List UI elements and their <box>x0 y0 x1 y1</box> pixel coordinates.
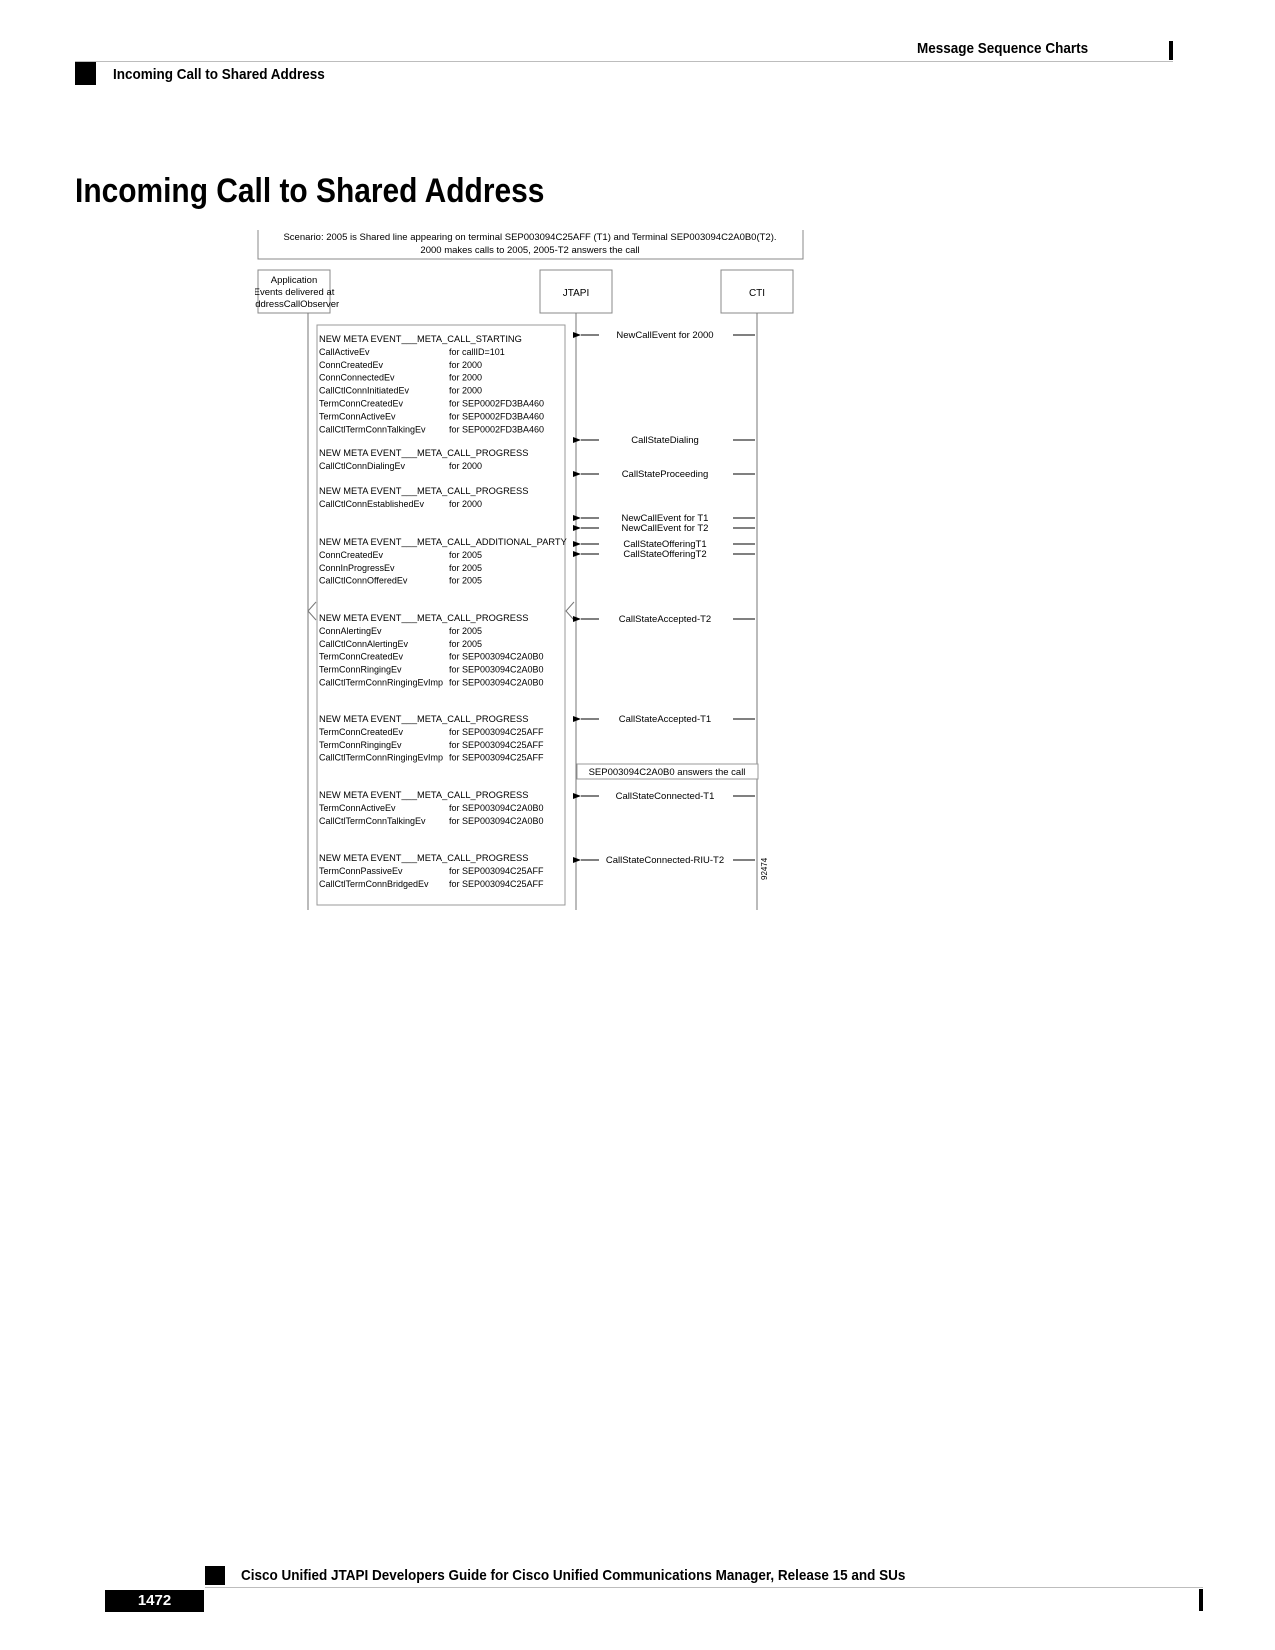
event-name: ConnAlertingEv <box>319 625 382 636</box>
event-name: TermConnRingingEv <box>319 739 402 750</box>
event-target: for SEP003094C2A0B0 <box>449 664 544 675</box>
delivery-arrow-application <box>308 602 316 620</box>
event-name: TermConnRingingEv <box>319 664 402 675</box>
event-target: for SEP003094C25AFF <box>449 752 544 763</box>
footer-square-marker <box>205 1566 225 1585</box>
meta-event-label: NEW META EVENT___META_CALL_PROGRESS <box>319 448 529 458</box>
event-target: for SEP003094C25AFF <box>449 726 544 737</box>
cti-message-label: CallStateAccepted-T1 <box>618 714 712 725</box>
running-header-chapter: Message Sequence Charts <box>916 40 1088 57</box>
event-target: for 2000 <box>449 385 483 396</box>
event-target: for SEP003094C25AFF <box>449 865 544 876</box>
event-name: ConnInProgressEv <box>319 562 395 573</box>
event-name: CallCtlTermConnTalkingEv <box>319 815 426 826</box>
event-name: CallCtlTermConnRingingEvImp <box>319 677 444 688</box>
header-bar <box>1169 41 1173 60</box>
cti-message-label: CallStateAccepted-T2 <box>618 614 712 625</box>
event-name: CallCtlConnInitiatedEv <box>319 385 410 396</box>
meta-event-label: NEW META EVENT___META_CALL_PROGRESS <box>319 613 529 623</box>
event-target: for 2005 <box>449 625 483 636</box>
lane-label-cti: CTI <box>748 288 766 299</box>
event-target: for 2000 <box>449 359 483 370</box>
cti-message-label: CallStateConnected-T1 <box>615 791 715 802</box>
event-name: CallCtlTermConnTalkingEv <box>319 424 426 435</box>
event-name: TermConnCreatedEv <box>319 651 404 662</box>
delivery-arrow-jtapi <box>566 602 574 620</box>
event-target: for SEP003094C25AFF <box>449 878 544 889</box>
lane-label-application-1: Application <box>270 275 318 286</box>
meta-event-label: NEW META EVENT___META_CALL_ADDITIONAL_PARTY <box>319 537 567 547</box>
lane-label-application-2: Events delivered at <box>255 287 335 298</box>
footer-book-title: Cisco Unified JTAPI Developers Guide for Cisco Unified Communications Manager, Release 15 and SUs <box>241 1567 906 1584</box>
event-name: CallCtlTermConnBridgedEv <box>319 878 429 889</box>
cti-message-label: CallStateDialing <box>631 435 699 446</box>
lane-label-jtapi: JTAPI <box>562 288 590 299</box>
event-target: for 2000 <box>449 460 483 471</box>
page-title: Incoming Call to Shared Address <box>75 172 545 210</box>
cti-message-label: CallStateConnected-RIU-T2 <box>605 855 725 866</box>
header-rule <box>75 61 1173 62</box>
scenario-line-2: 2000 makes calls to 2005, 2005-T2 answers the call <box>420 245 640 256</box>
event-target: for callID=101 <box>449 346 505 357</box>
figure-id: 92474 <box>760 857 769 880</box>
running-header-section: Incoming Call to Shared Address <box>113 66 325 83</box>
meta-event-label: NEW META EVENT___META_CALL_PROGRESS <box>319 790 529 800</box>
event-target: for SEP003094C2A0B0 <box>449 815 544 826</box>
cti-message-label: CallStateOfferingT1 <box>623 539 707 550</box>
event-name: ConnConnectedEv <box>319 372 395 383</box>
event-target: for SEP003094C2A0B0 <box>449 651 544 662</box>
event-name: CallCtlTermConnRingingEvImp <box>319 752 444 763</box>
cti-message-label: NewCallEvent for T2 <box>621 523 709 534</box>
event-target: for SEP003094C25AFF <box>449 739 544 750</box>
event-name: TermConnActiveEv <box>319 802 396 813</box>
meta-event-label: NEW META EVENT___META_CALL_PROGRESS <box>319 486 529 496</box>
event-target: for SEP003094C2A0B0 <box>449 802 544 813</box>
event-target: for 2000 <box>449 372 483 383</box>
event-target: for SEP0002FD3BA460 <box>449 424 545 435</box>
cti-message-label: NewCallEvent for T1 <box>621 513 709 524</box>
event-name: ConnCreatedEv <box>319 359 384 370</box>
event-target: for SEP0002FD3BA460 <box>449 398 545 409</box>
cti-message-label: NewCallEvent for 2000 <box>616 330 714 341</box>
note-answer: SEP003094C2A0B0 answers the call <box>588 767 746 778</box>
lane-label-application-3: AddressCallObserver <box>255 299 340 310</box>
event-target: for 2005 <box>449 549 483 560</box>
message-sequence-diagram <box>255 230 855 955</box>
cti-message-label: CallStateOfferingT2 <box>623 549 707 560</box>
header-square-marker <box>75 62 96 85</box>
event-name: TermConnCreatedEv <box>319 398 404 409</box>
meta-event-label: NEW META EVENT___META_CALL_STARTING <box>319 334 522 344</box>
event-target: for 2000 <box>449 498 483 509</box>
event-name: CallCtlConnDialingEv <box>319 460 406 471</box>
page-number: 1472 <box>105 1590 204 1612</box>
event-name: ConnCreatedEv <box>319 549 384 560</box>
scenario-line-1: Scenario: 2005 is Shared line appearing on terminal SEP003094C25AFF (T1) and Terminal SEP003094C2A0B0(T2). <box>283 232 777 243</box>
event-name: CallCtlConnOfferedEv <box>319 575 408 586</box>
event-target: for 2005 <box>449 562 483 573</box>
cti-message-label: CallStateProceeding <box>621 469 709 480</box>
event-name: TermConnCreatedEv <box>319 726 404 737</box>
event-name: CallCtlConnEstablishedEv <box>319 498 425 509</box>
event-name: CallCtlConnAlertingEv <box>319 638 409 649</box>
event-target: for 2005 <box>449 638 483 649</box>
event-name: CallActiveEv <box>319 346 370 357</box>
event-name: TermConnActiveEv <box>319 411 396 422</box>
meta-event-label: NEW META EVENT___META_CALL_PROGRESS <box>319 714 529 724</box>
event-target: for SEP003094C2A0B0 <box>449 677 544 688</box>
meta-event-label: NEW META EVENT___META_CALL_PROGRESS <box>319 853 529 863</box>
footer-bar <box>1199 1589 1203 1611</box>
footer-rule <box>205 1587 1203 1588</box>
event-target: for 2005 <box>449 575 483 586</box>
event-target: for SEP0002FD3BA460 <box>449 411 545 422</box>
event-name: TermConnPassiveEv <box>319 865 403 876</box>
